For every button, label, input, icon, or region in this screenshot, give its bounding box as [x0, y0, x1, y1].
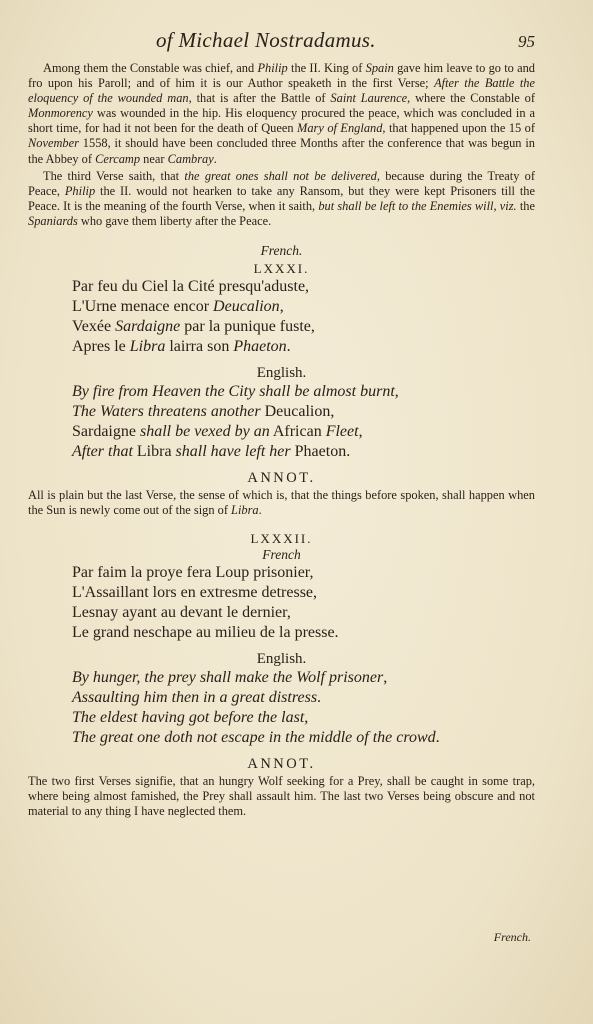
verse-line — [72, 442, 535, 462]
commentary-paragraph-2 — [28, 169, 535, 229]
italic-text: Saint Laurence — [330, 91, 408, 106]
english-label: English. — [256, 650, 307, 667]
italic-text: Spain — [365, 61, 394, 75]
text-run: Vexée — [72, 318, 116, 336]
italic-text: Cercamp — [95, 151, 141, 166]
text-run: , — [394, 383, 399, 401]
verse-line — [72, 382, 535, 402]
italic-text: Libra — [231, 503, 259, 518]
italic-text: Assaulting him then in a great distress — [72, 688, 318, 706]
italic-text: Deucalion — [213, 298, 280, 316]
italic-text: The Waters threatens another — [72, 403, 261, 421]
text-run: , where the Constable of — [407, 91, 535, 106]
quatrain-81 — [28, 243, 535, 518]
italic-text: The great one doth not escape in the middle of the crowd — [72, 728, 436, 746]
italic-text: Spaniards — [28, 213, 78, 228]
french-label: French — [262, 546, 301, 562]
text-run: Sardaigne — [72, 423, 140, 441]
verse-line — [72, 688, 535, 708]
text-run: Deucalion, — [260, 403, 335, 421]
italic-text: November — [28, 136, 79, 151]
verse-line — [72, 337, 535, 357]
italic-text: After the Battle the eloquency of the wounded man — [28, 76, 536, 106]
verse-line — [72, 623, 535, 643]
text-run: the II. King of — [287, 61, 366, 75]
text-run: Libra — [132, 443, 176, 461]
text-run: . — [258, 503, 262, 518]
annotation-label: ANNOT. — [247, 755, 316, 772]
text-run: The two first Verses signifie, that an hungry Wolf seeking for a Prey, shall be caught in some trap, where being almost famished, the Prey shall assault him. The last two Verses being obscure and not material to any thing I have neglected them. — [28, 773, 535, 818]
text-run: , that happened upon the 15 of — [382, 121, 535, 136]
text-run: L'Assaillant lors en extresme detresse, — [72, 583, 318, 601]
text-run: gave him leave to go to and fro upon his Paroll; and of him it is our Author speaketh in the first Verse; — [28, 61, 535, 91]
text-run: . — [317, 688, 322, 706]
text-run: L'Urne menace encor — [72, 298, 214, 316]
verse-line — [72, 402, 535, 422]
text-run: Apres le — [72, 338, 130, 356]
verse-line — [72, 297, 535, 317]
text-run: , — [358, 423, 363, 441]
italic-text: the great ones shall not be delivered — [184, 168, 377, 183]
italic-text: but shall be left to the Enemies will, viz. — [318, 198, 517, 213]
text-run: the — [516, 198, 535, 213]
italic-text: Sardaigne — [115, 318, 181, 336]
annotation-text — [28, 488, 535, 518]
text-run: , — [383, 668, 388, 686]
verse-line — [72, 422, 535, 442]
text-run: The third Verse saith, that — [43, 168, 185, 183]
text-run: All is plain but the last Verse, the sense of which is, that the things before spoken, shall happen when the Sun is newly come out of the sign of — [28, 488, 535, 518]
text-run: . — [286, 338, 291, 356]
text-run: was wounded in the hip. His eloquency procured the peace, which was concluded in a short time, for had it not been for the death of Queen — [28, 106, 535, 136]
verse-line — [72, 277, 535, 297]
text-run: African — [269, 423, 326, 441]
text-run: the II. would not hearken to take any Ransom, but they were kept Prisoners till the Peace. It is the meaning of the fourth Verse, when it saith, — [28, 183, 535, 213]
text-run: , because during the Treaty of Peace, — [28, 168, 535, 198]
text-run: , that is after the Battle of — [188, 91, 331, 106]
verse-line — [72, 563, 535, 583]
french-verse — [72, 277, 535, 357]
catchword: French. — [493, 930, 531, 944]
text-run: , — [304, 708, 309, 726]
italic-text: Cambray — [167, 151, 214, 166]
page-number: 95 — [518, 32, 535, 51]
italic-text: By fire from Heaven the City shall be almost burnt — [72, 383, 395, 401]
text-run: lairra son — [165, 338, 234, 356]
text-run: Par feu du Ciel la Cité presqu'aduste, — [72, 278, 310, 296]
italic-text: shall have left her — [175, 443, 291, 461]
commentary-paragraph-1 — [28, 61, 535, 167]
italic-text: Phaeton — [233, 338, 287, 356]
italic-text: Philip — [257, 61, 288, 75]
text-run: Lesnay ayant au devant le dernier, — [72, 603, 291, 621]
text-run: Par faim la proye fera Loup prisonier, — [72, 563, 314, 581]
text-run: Among them the Constable was chief, and — [43, 61, 258, 75]
verse-line — [72, 317, 535, 337]
annotation-text — [28, 774, 535, 819]
italic-text: By hunger, the prey shall make the Wolf prisoner — [72, 668, 384, 686]
text-run: near — [140, 151, 168, 166]
italic-text: shall be vexed by an — [139, 423, 270, 441]
verse-line — [72, 603, 535, 623]
text-run: . — [435, 728, 440, 746]
italic-text: Philip — [64, 183, 96, 198]
text-run: 1558, it should have been concluded three Months after the conference that was begun in the Abbey of — [28, 136, 535, 166]
text-run: . — [213, 151, 217, 166]
running-head: of Michael Nostradamus. — [156, 28, 376, 52]
english-verse — [72, 382, 535, 462]
verse-line — [72, 668, 535, 688]
text-run: Le grand neschape au milieu de la presse. — [72, 623, 339, 641]
verse-line — [72, 583, 535, 603]
french-verse — [72, 563, 535, 643]
italic-text: The eldest having got before the last — [72, 708, 305, 726]
text-run: who gave them liberty after the Peace. — [77, 213, 272, 228]
page-header — [156, 28, 535, 53]
italic-text: Monmorency — [28, 106, 93, 121]
italic-text: Mary of England — [297, 121, 383, 136]
quatrain-82 — [28, 531, 535, 819]
english-verse — [72, 668, 535, 748]
english-label: English. — [256, 365, 307, 382]
italic-text: After that — [72, 443, 133, 461]
verse-line — [72, 708, 535, 728]
verse-line — [72, 728, 535, 748]
french-label: French. — [260, 243, 303, 259]
annotation-label: ANNOT. — [247, 470, 316, 487]
text-run: Phaeton. — [290, 443, 351, 461]
italic-text: Fleet — [325, 423, 359, 441]
quatrain-number: LXXXII. — [250, 530, 313, 546]
quatrain-number: LXXXI. — [253, 261, 310, 277]
text-run: par la punique fuste, — [180, 318, 315, 336]
text-run: , — [279, 298, 284, 316]
italic-text: Libra — [129, 338, 166, 356]
